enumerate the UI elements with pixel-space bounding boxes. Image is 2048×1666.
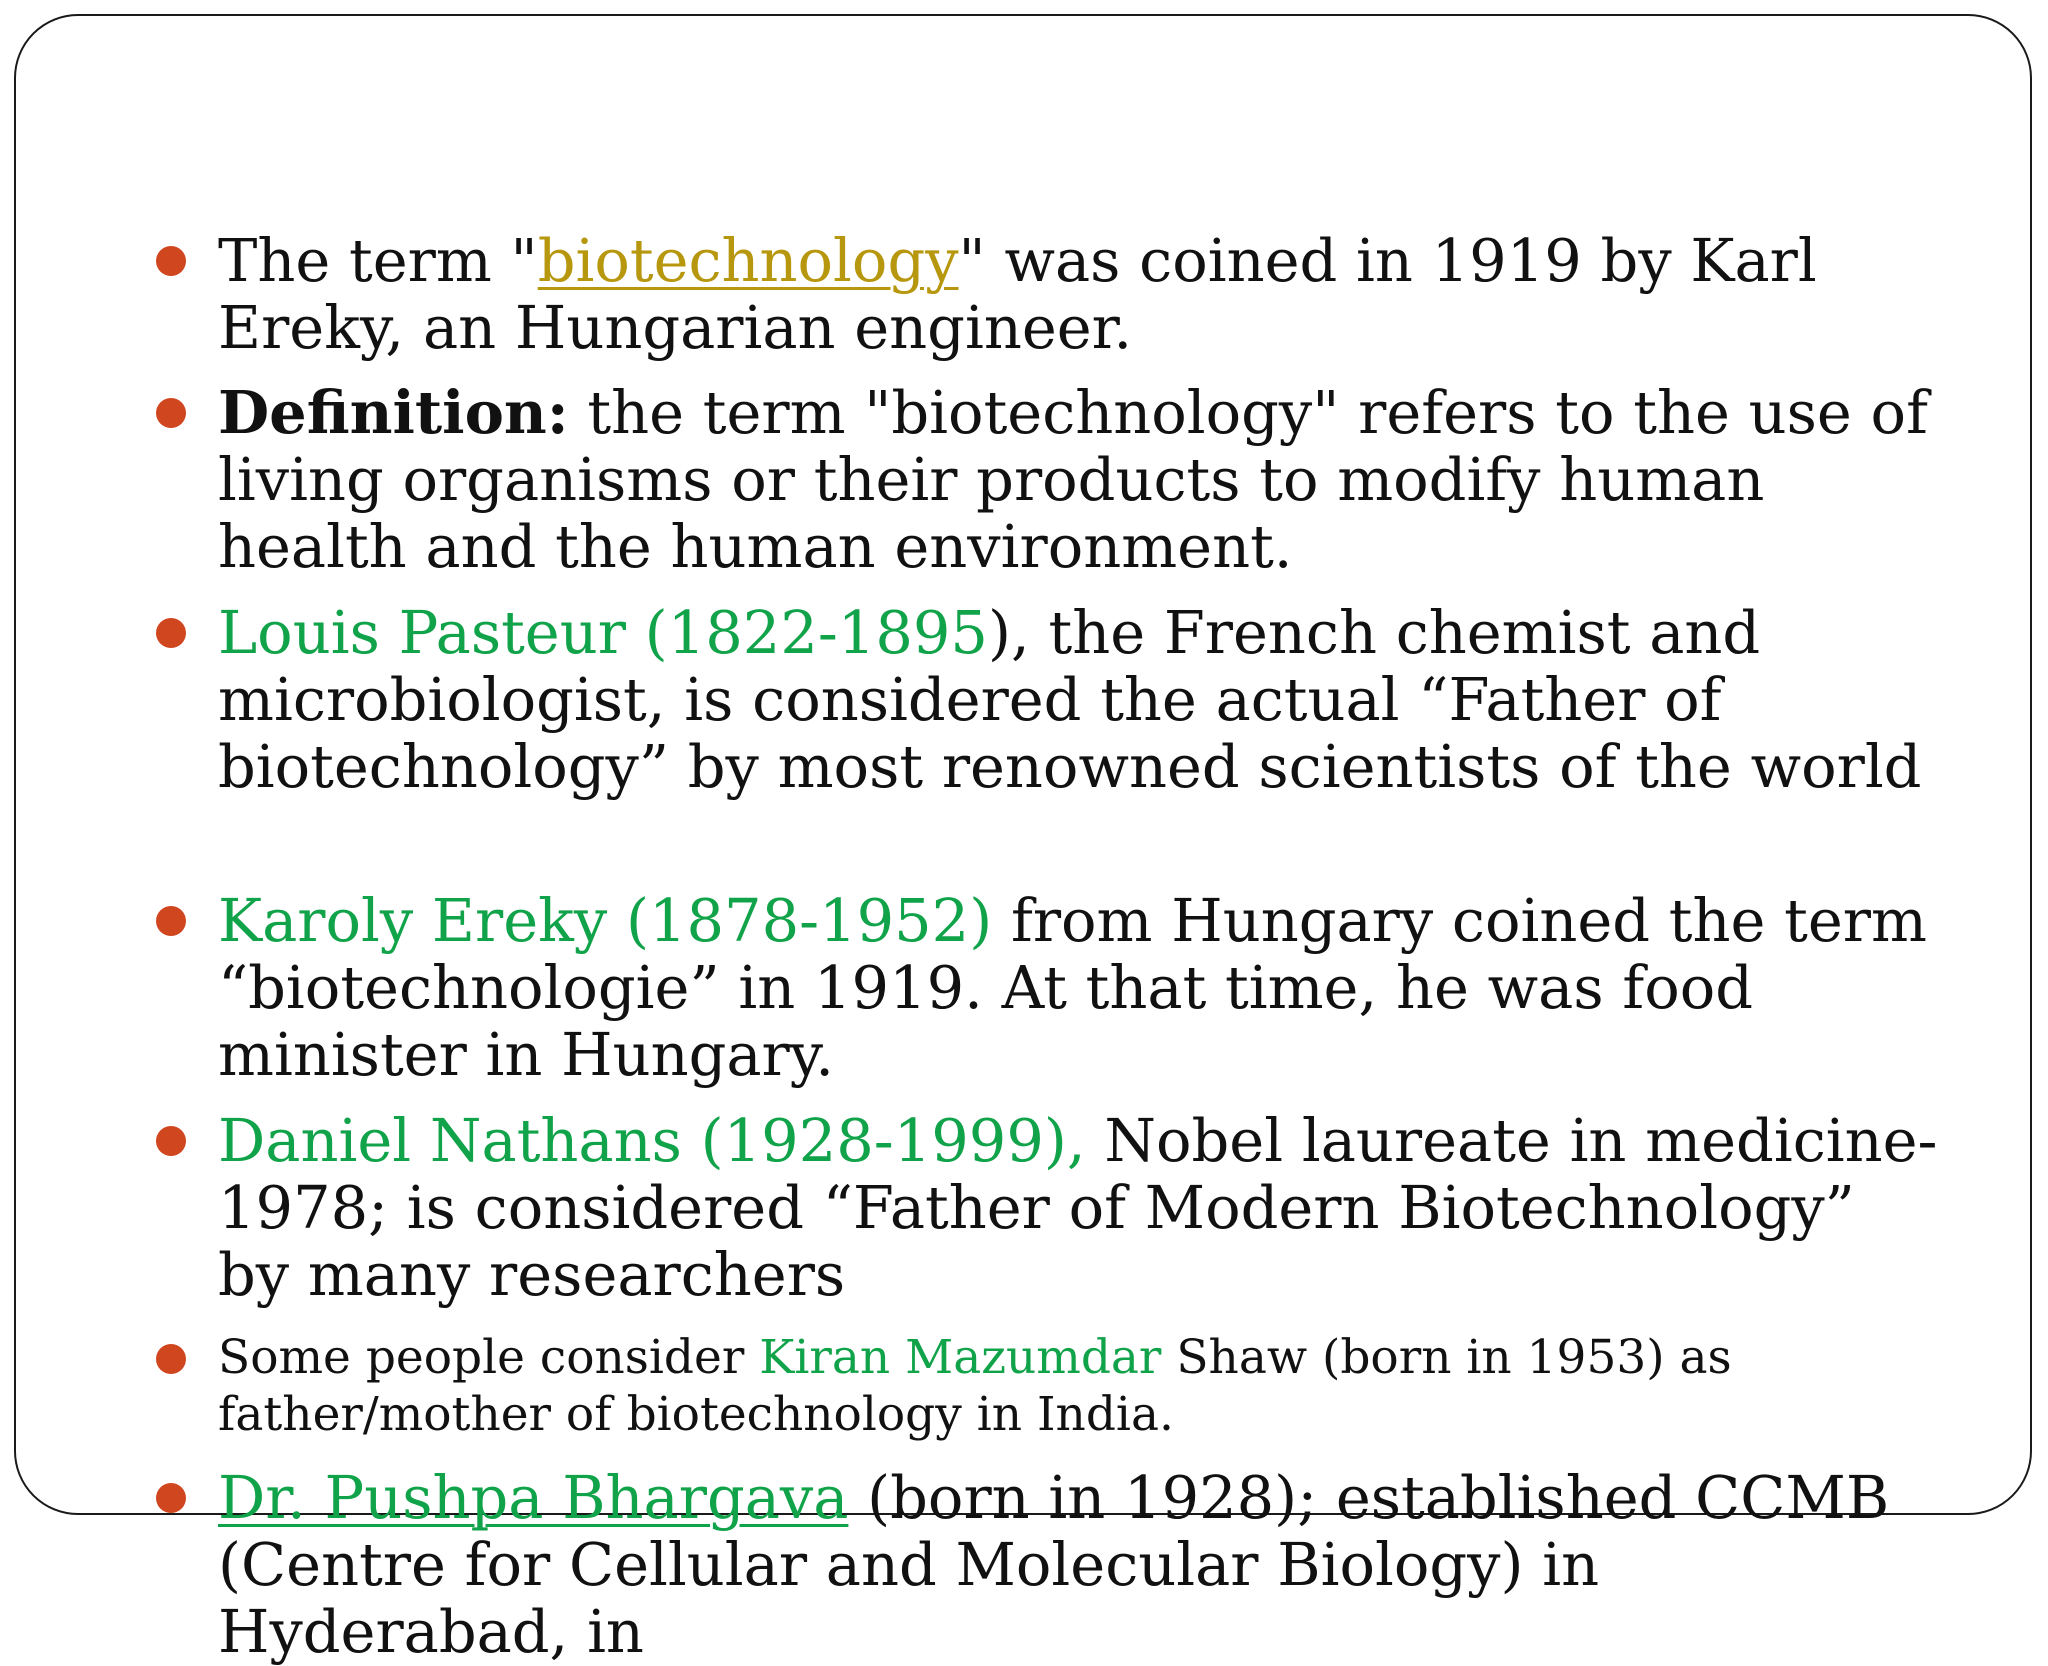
bullet-text: from Hungary coined the term “biotechnologie” in 1919. At that time, he was food minister in Hungary.: [218, 886, 1927, 1089]
bullet-item-kiran-mazumdar: [218, 1329, 1938, 1443]
bullet-dot-icon: [156, 618, 186, 648]
bullet-dot-icon: [156, 1126, 186, 1156]
bullet-text: Nobel laureate in medicine-1978; is considered “Father of Modern Biotechnology” by many researchers: [218, 1106, 1938, 1309]
bullet-item-definition: [218, 379, 1938, 580]
bullet-text: The term ": [218, 226, 538, 295]
bullet-item-karoly-ereky: [218, 887, 1938, 1088]
bullet-text: the term "biotechnology" refers to the use of living organisms or their products to modify human health and the human environment.: [218, 378, 1928, 581]
bullet-text: ), the French chemist and microbiologist, is considered the actual “Father of biotechnology” by most renowned scientists of the world: [218, 598, 1922, 801]
bullet-dot-icon: [156, 398, 186, 428]
bullet-item-term-origin: [218, 227, 1938, 361]
definition-label: Definition:: [218, 378, 569, 447]
highlighted-name: Daniel Nathans (1928-1999),: [218, 1106, 1086, 1175]
highlighted-name-link[interactable]: Dr. Pushpa Bhargava: [218, 1463, 849, 1532]
biotechnology-link[interactable]: biotechnology: [537, 226, 959, 295]
bullet-dot-icon: [156, 1344, 186, 1374]
bullet-dot-icon: [156, 906, 186, 936]
bullet-text: " was coined in 1919 by Karl Ereky, an Hungarian engineer.: [218, 226, 1817, 362]
highlighted-name: Louis Pasteur (1822-1895: [218, 598, 988, 667]
bullet-item-louis-pasteur: [218, 599, 1938, 800]
bullet-dot-icon: [156, 246, 186, 276]
bullet-text: (born in 1928); established CCMB (Centre for Cellular and Molecular Biology) in Hyderabad, in: [218, 1463, 1890, 1666]
highlighted-name: Karoly Ereky (1878-1952): [218, 886, 993, 955]
bullet-item-pushpa-bhargava: [218, 1464, 1938, 1665]
bullet-text: Shaw (born in 1953) as father/mother of biotechnology in India.: [218, 1330, 1732, 1442]
bullet-text: Some people consider: [218, 1330, 760, 1385]
bullet-dot-icon: [156, 1483, 186, 1513]
highlighted-name: Kiran Mazumdar: [759, 1330, 1162, 1385]
bullet-item-daniel-nathans: [218, 1107, 1938, 1308]
